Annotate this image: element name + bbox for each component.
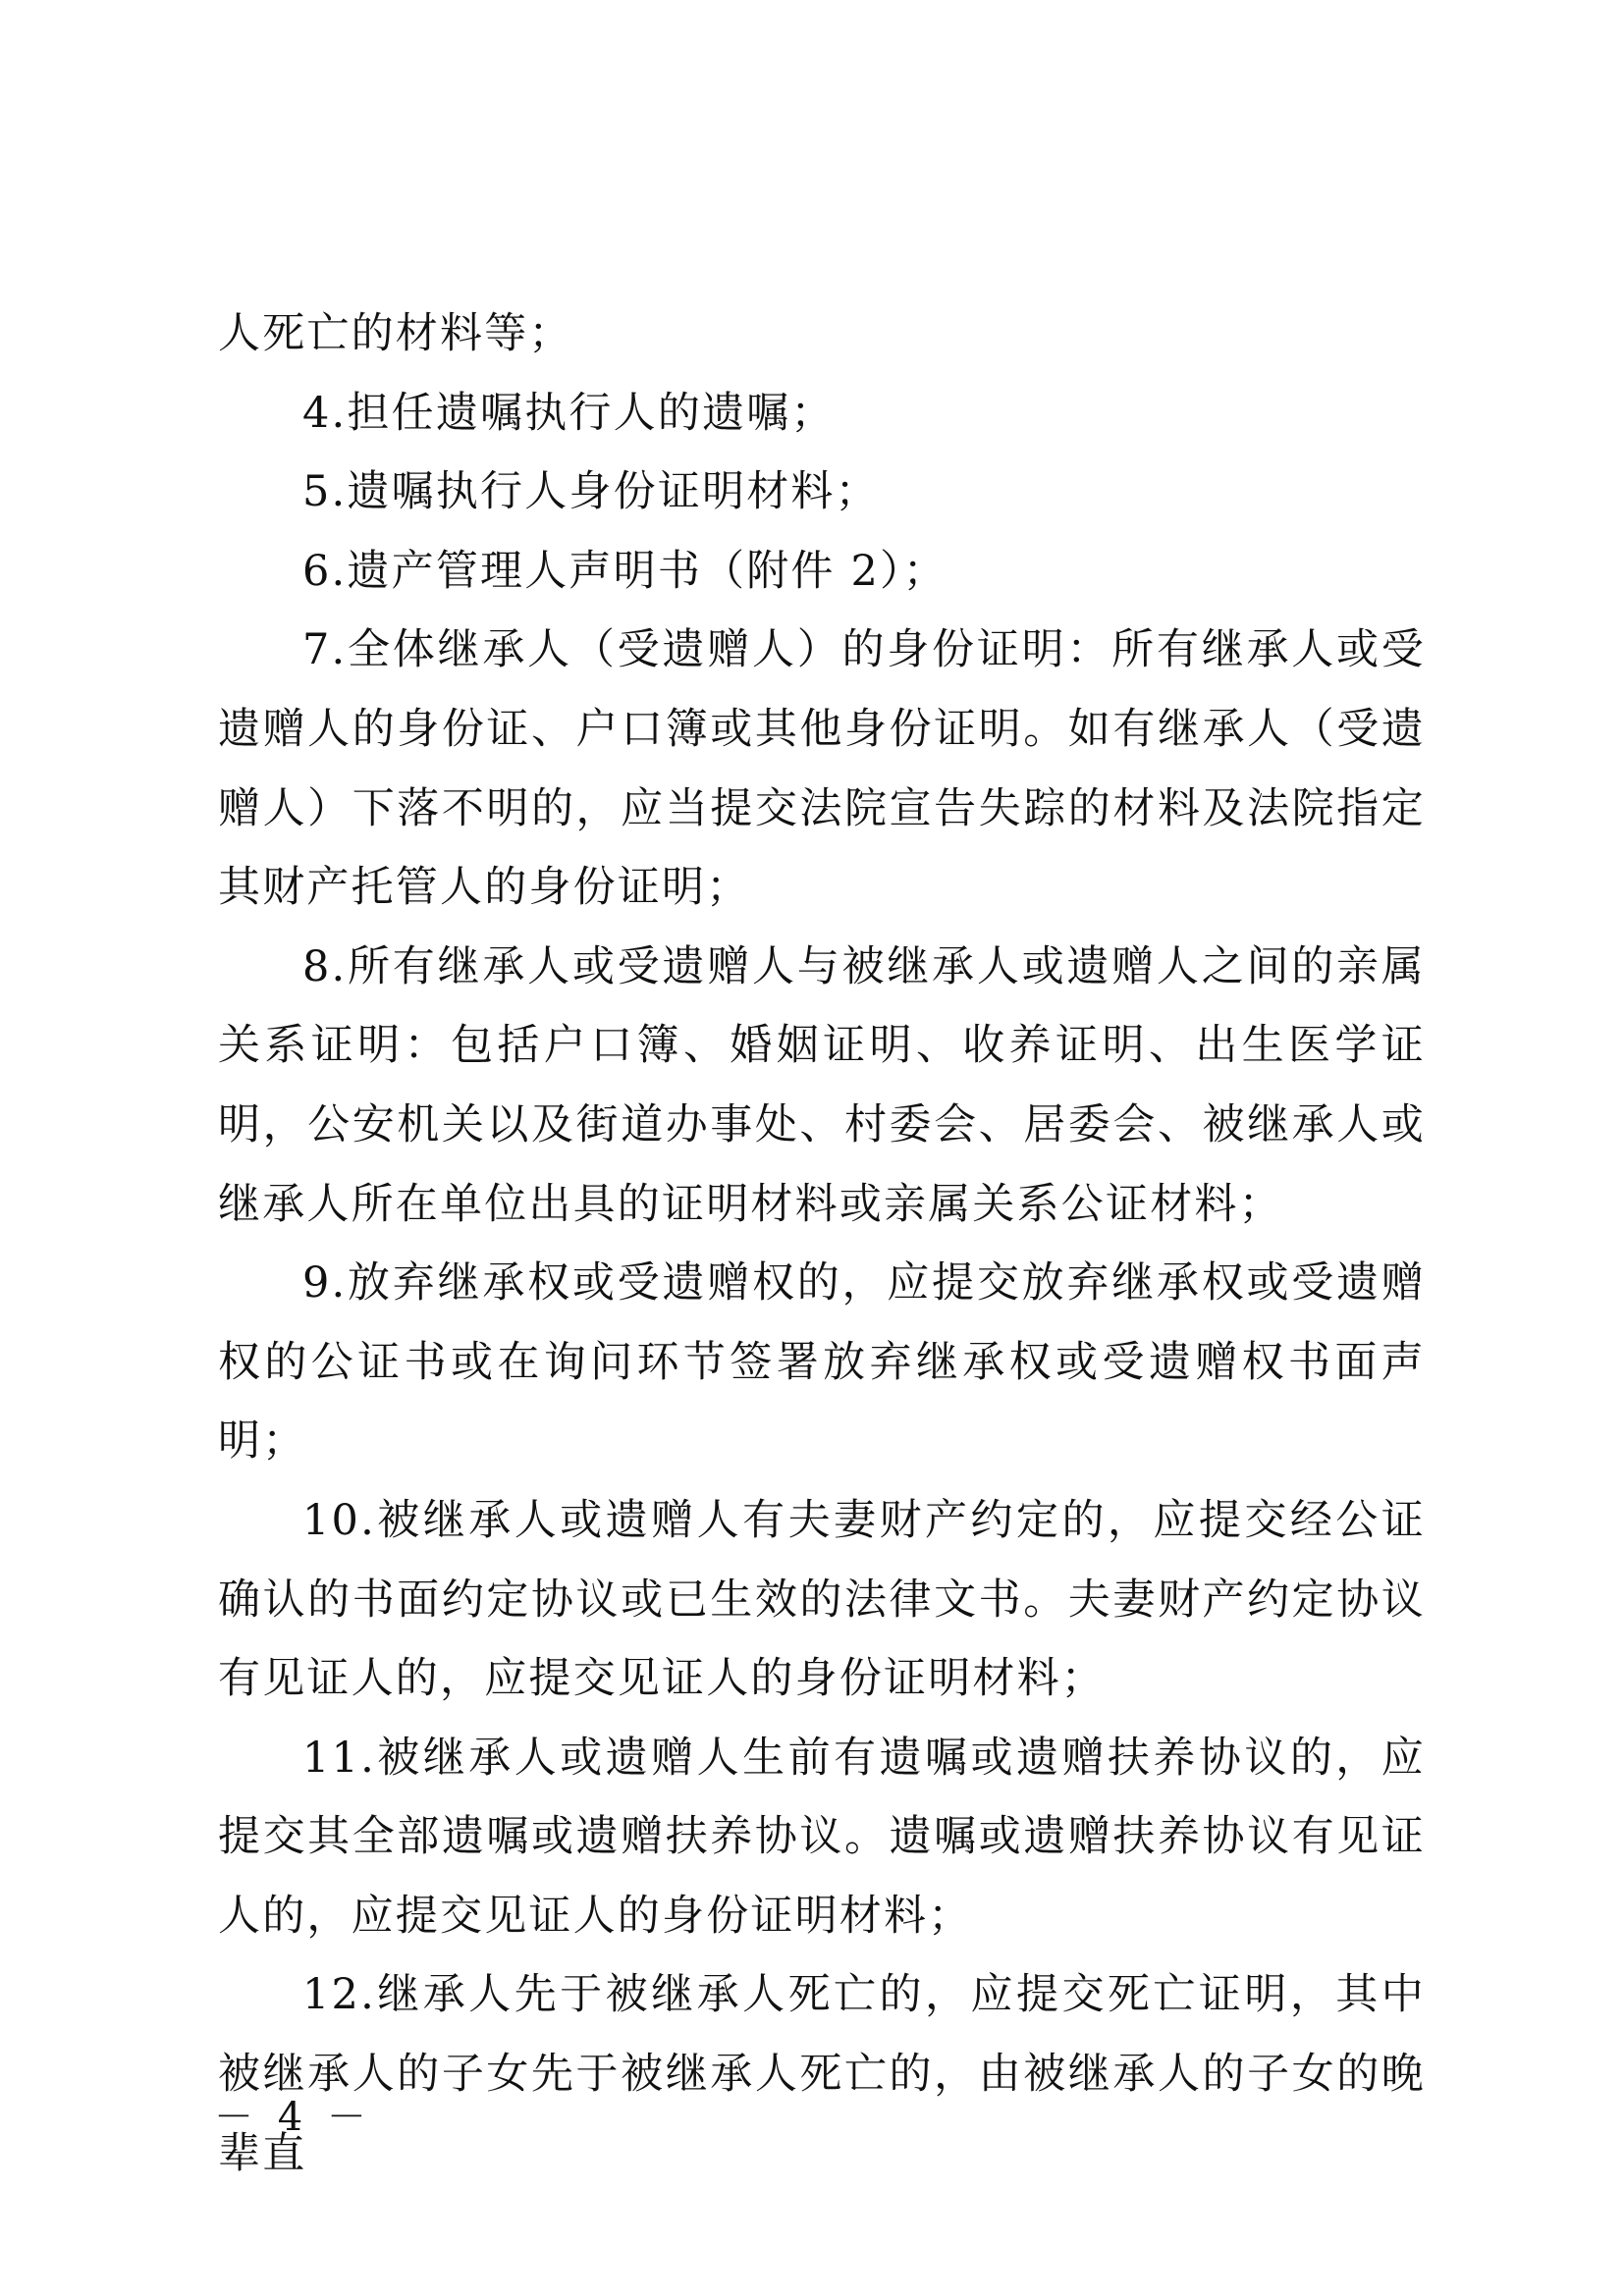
paragraph-item-10: 10.被继承人或遗赠人有夫妻财产约定的，应提交经公证确认的书面约定协议或已生效的法律文书。夫妻财产约定协议有见证人的，应提交见证人的身份证明材料； [218,1495,1426,1704]
paragraph-item-12: 12.继承人先于被继承人死亡的，应提交死亡证明，其中被继承人的子女先于被继承人死亡的，由被继承人的子女的晚辈直 [218,1970,1426,2178]
paragraph-item-6: 6.遗产管理人声明书（附件 2）； [302,546,947,596]
paragraph-item-4: 4.担任遗嘱执行人的遗嘱； [302,388,836,438]
document-body [218,294,1426,2193]
page-number: － 4 － [214,2095,372,2140]
paragraph-item-5: 5.遗嘱执行人身份证明材料； [302,467,880,517]
paragraph-item-11: 11.被继承人或遗赠人生前有遗嘱或遗赠扶养协议的，应提交其全部遗嘱或遗赠扶养协议。遗嘱或遗赠扶养协议有见证人的，应提交见证人的身份证明材料； [218,1733,1426,1941]
paragraph-item-8: 8.所有继承人或受遗赠人与被继承人或遗赠人之间的亲属关系证明：包括户口簿、婚姻证明、收养证明、出生医学证明，公安机关以及街道办事处、村委会、居委会、被继承人或继承人所在单位出具的证明材料或亲属关系公证材料； [218,941,1426,1229]
paragraph-continuation: 人死亡的材料等； [218,309,573,358]
paragraph-item-9: 9.放弃继承权或受遗赠权的，应提交放弃继承权或受遗赠权的公证书或在询问环节签署放弃继承权或受遗赠权书面声明； [218,1258,1426,1467]
paragraph-item-7: 7.全体继承人（受遗赠人）的身份证明：所有继承人或受遗赠人的身份证、户口簿或其他身份证明。如有继承人（受遗赠人）下落不明的，应当提交法院宣告失踪的材料及法院指定其财产托管人的身份证明； [218,625,1426,913]
